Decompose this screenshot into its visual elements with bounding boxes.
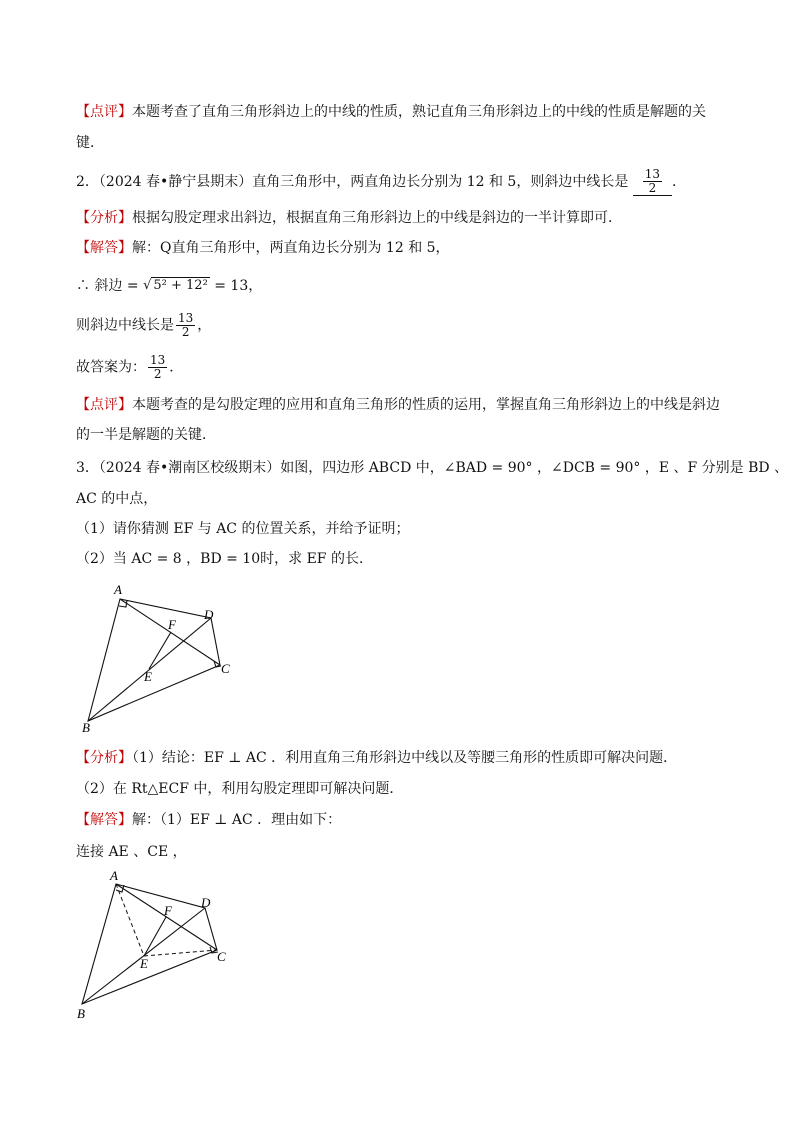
review-text: 本题考查了直角三角形斜边上的中线的性质，熟记直角三角形斜边上的中线的性质是解题的关 <box>132 104 706 120</box>
dashed-ce <box>144 950 217 956</box>
analysis-3-part-2: （2）在 Rt△ECF 中，利用勾股定理即可解决问题． <box>76 781 404 797</box>
solution-3-text: 解：（1）EF ⊥ AC ．理由如下： <box>132 812 342 828</box>
label-f-2: F <box>164 903 172 918</box>
answer-line-numerator: 13 <box>150 353 166 367</box>
solution-3-connect: 连接 AE 、CE ， <box>76 844 187 860</box>
question-3-line-2: AC 的中点， <box>76 491 158 507</box>
review-2 <box>76 395 720 415</box>
answer-line-denominator: 2 <box>153 367 162 381</box>
question-3-part-2: （2）当 AC = 8 ，BD = 10时，求 EF 的长． <box>76 551 373 567</box>
analysis-3-tag: 【分析】 <box>76 750 132 766</box>
question-3-line-1: 3．（2024 春•潮南区校级期末）如图，四边形 ABCD 中，∠BAD = 90° ，∠DCB = 90° ，E 、F 分别是 BD 、 <box>76 460 789 476</box>
label-a: A <box>114 582 122 597</box>
label-b-2: B <box>77 1006 85 1021</box>
calc-prefix: ∴ 斜边 = <box>76 278 144 294</box>
label-a-2: A <box>110 868 118 883</box>
answer-suffix: ． <box>169 359 184 376</box>
solution-tag: 【解答】 <box>76 240 132 256</box>
dashed-ae <box>116 884 144 956</box>
review-line-1 <box>76 102 706 122</box>
median-denominator: 2 <box>181 325 190 339</box>
question-3-part-1: （1）请你猜测 EF 与 AC 的位置关系，并给予证明； <box>76 521 410 537</box>
solution-2 <box>76 238 450 258</box>
answer-line <box>76 354 183 381</box>
median-suffix: ， <box>197 317 212 334</box>
review-2-text: 本题考查的是勾股定理的应用和直角三角形的性质的运用，掌握直角三角形斜边上的中线是斜边 <box>132 397 720 413</box>
review-line-1-cont: 键． <box>76 135 104 151</box>
analysis-tag: 【分析】 <box>76 210 132 226</box>
analysis-3 <box>76 748 677 768</box>
question-2-suffix: ． <box>672 174 687 190</box>
analysis-3-text: （1）结论：EF ⊥ AC ．利用直角三角形斜边中线以及等腰三角形的性质即可解决问题． <box>132 750 678 766</box>
segment-ef <box>149 632 171 669</box>
question-2-text: 2．（2024 春•静宁县期末）直角三角形中，两直角边长分别为 12 和 5，则斜边中线长是 <box>76 174 633 190</box>
analysis-text: 根据勾股定理求出斜边，根据直角三角形斜边上的中线是斜边的一半计算即可． <box>132 210 622 226</box>
label-e-2: E <box>140 956 148 971</box>
figure-quadrilateral-1 <box>78 580 248 740</box>
answer-blank <box>633 168 672 196</box>
answer-denominator: 2 <box>648 181 657 195</box>
review-2-tag: 【点评】 <box>76 397 132 413</box>
segment-ef-2 <box>144 917 166 956</box>
label-c: C <box>221 661 230 676</box>
label-c-2: C <box>217 949 226 964</box>
solution-3-tag: 【解答】 <box>76 812 132 828</box>
analysis-2 <box>76 208 622 228</box>
review-tag: 【点评】 <box>76 104 132 120</box>
label-e: E <box>144 669 152 684</box>
median-line <box>76 312 211 339</box>
answer-numerator: 13 <box>644 167 661 181</box>
calc-hypotenuse <box>76 276 262 296</box>
radicand: 5² + 12² <box>153 278 208 293</box>
question-2 <box>76 168 686 196</box>
label-b: B <box>82 720 90 735</box>
median-prefix: 则斜边中线长是 <box>76 317 174 334</box>
solution-text: 解：Q直角三角形中，两直角边长分别为 12 和 5， <box>132 240 450 256</box>
label-f: F <box>168 617 176 632</box>
label-d: D <box>204 607 214 622</box>
calc-suffix: = 13， <box>209 278 263 294</box>
quad-abcd-2 <box>82 884 217 1004</box>
review-2-cont: 的一半是解题的关键． <box>76 427 216 443</box>
median-numerator: 13 <box>178 311 194 325</box>
answer-prefix: 故答案为： <box>76 359 146 376</box>
solution-3 <box>76 810 341 830</box>
sqrt-expression: √ 5² + 12² <box>143 278 208 293</box>
label-d-2: D <box>201 895 211 910</box>
figure-quadrilateral-2 <box>74 868 244 1028</box>
